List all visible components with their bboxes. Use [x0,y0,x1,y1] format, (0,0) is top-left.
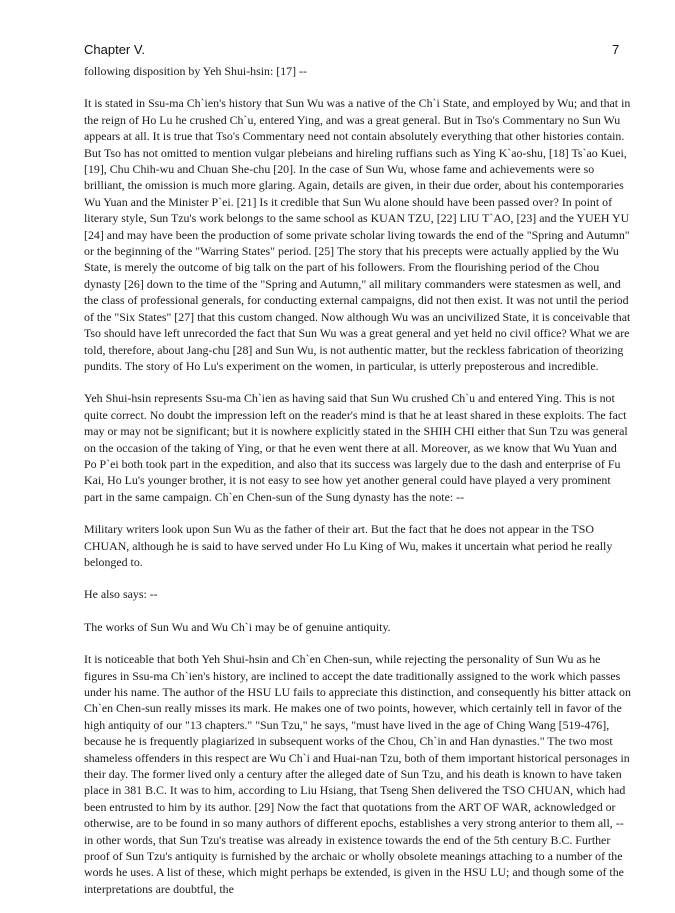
paragraph-quote-chen-chen-sun: Military writers look upon Sun Wu as the father of their art. But the fact that he does not appear in the TSO CHUAN, although he is said to have served under Ho Lu King of Wu, makes it uncertain what period he really belonged to. [84,522,613,569]
paragraph-antiquity: It is noticeable that both Yeh Shui-hsin and Ch`en Chen-sun, while rejecting the personality of Sun Wu as he figures in Ssu-ma Ch`ien's history, are inclined to accept the date traditionally assigned to the work which passes under his name. The author of the HSU LU fails to appreciate this distinction, and consequently his bitter attack on Ch`en Chen-sun really misses its mark. He makes one of two points, however, which certainly tell in favor of the high antiquity of our "13 chapters." "Sun Tzu," he says, "must have lived in the age of Ching Wang [519-476], because he is frequently plagiarized in subsequent works of the Chou, Ch`in and Han dynasties." The two most shameless offenders in this respect are Wu Ch`i and Huai-nan Tzu, both of them important historical personages in their day. The former lived only a century after the alleged date of Sun Tzu, and his death is known to have taken place in 381 B.C. It was to him, according to Liu Hsiang, that Tseng Shen delivered the TSO CHUAN, which had been entrusted to him by its author. [29] Now the fact that quotations from the ART OF WAR, acknowledged or otherwise, are to be found in so many authors of different epochs, establishes a very strong anterior to them all, -- in other words, that Sun Tzu's treatise was already in existence towards the end of the 5th century B.C. Further proof of Sun Tzu's antiquity is furnished by the archaic or wholly obsolete meanings attaching to a number of the words he uses. A list of these, which might perhaps be extended, is given in the HSU LU; and though some of the interpretations are doubtful, the [84,652,631,896]
chapter-heading: Chapter V. [84,42,145,57]
page-number: 7 [612,42,620,57]
paragraph-quote-yeh-shui-hsin: It is stated in Ssu-ma Ch`ien's history that Sun Wu was a native of the Ch`i State, and employed by Wu; and that in the reign of Ho Lu he crushed Ch`u, entered Ying, and was a great general. But in Tso's Commentary no Sun Wu appears at all. It is true that Tso's Commentary need not contain absolutely everything that other histories contain. But Tso has not omitted to mention vulgar plebeians and hireling ruffians such as Ying K`ao-shu, [18] Ts`ao Kuei, [19], Chu Chih-wu and Chuan She-chu [20]. In the case of Sun Wu, whose fame and achievements were so brilliant, the omission is much more glaring. Again, details are given, in their due order, about his contemporaries Wu Yuan and the Minister P`ei. [21] Is it credible that Sun Wu alone should have been passed over? In point of literary style, Sun Tzu's work belongs to the same school as KUAN TZU, [22] LIU T`AO, [23] and the YUEH YU [24] and may have been the production of some private scholar living towards the end of the "Spring and Autumn" or the beginning of the "Warring States" period. [25] The story that his precepts were actually applied by the Wu State, is merely the outcome of big talk on the part of his followers. From the flourishing period of the Chou dynasty [26] down to the time of the "Spring and Autumn," all military commanders were statesmen as well, and the class of professional generals, for conducting external campaigns, did not then exist. It was not until the period of the "Six States" [27] that this custom changed. Now although Wu was an uncivilized State, it is conceivable that Tso should have left unrecorded the fact that Sun Wu was a great general and yet held no civil office? What we are told, therefore, about Jang-chu [28] and Sun Wu, is not authentic matter, but the reckless fabrication of theorizing pundits. The story of Ho Lu's experiment on the women, in particular, is utterly preposterous and incredible. [84,96,631,373]
paragraph-intro: following disposition by Yeh Shui-hsin: [17] -- [84,64,307,78]
paragraph-quote-works: The works of Sun Wu and Wu Ch`i may be of genuine antiquity. [84,619,391,634]
paragraph-commentary: Yeh Shui-hsin represents Ssu-ma Ch`ien as having said that Sun Wu crushed Ch`u and entered Ying. This is not quite correct. No doubt the impression left on the reader's mind is that he at least shared in these exploits. The fact may or may not be significant; but it is nowhere explicitly stated in the SHIH CHI either that Sun Tzu was general on the occasion of the taking of Ying, or that he even went there at all. Moreover, as we know that Wu Yuan and Po P`ei both took part in the expedition, and also that its success was largely due to the dash and enterprise of Fu Kai, Ho Lu's younger brother, it is not easy to see how yet another general could have played a very prominent part in the same campaign. Ch`en Chen-sun of the Sung dynasty has the note: -- [84,391,628,504]
paragraph-he-also-says: He also says: -- [84,587,158,602]
body-text [84,63,632,913]
